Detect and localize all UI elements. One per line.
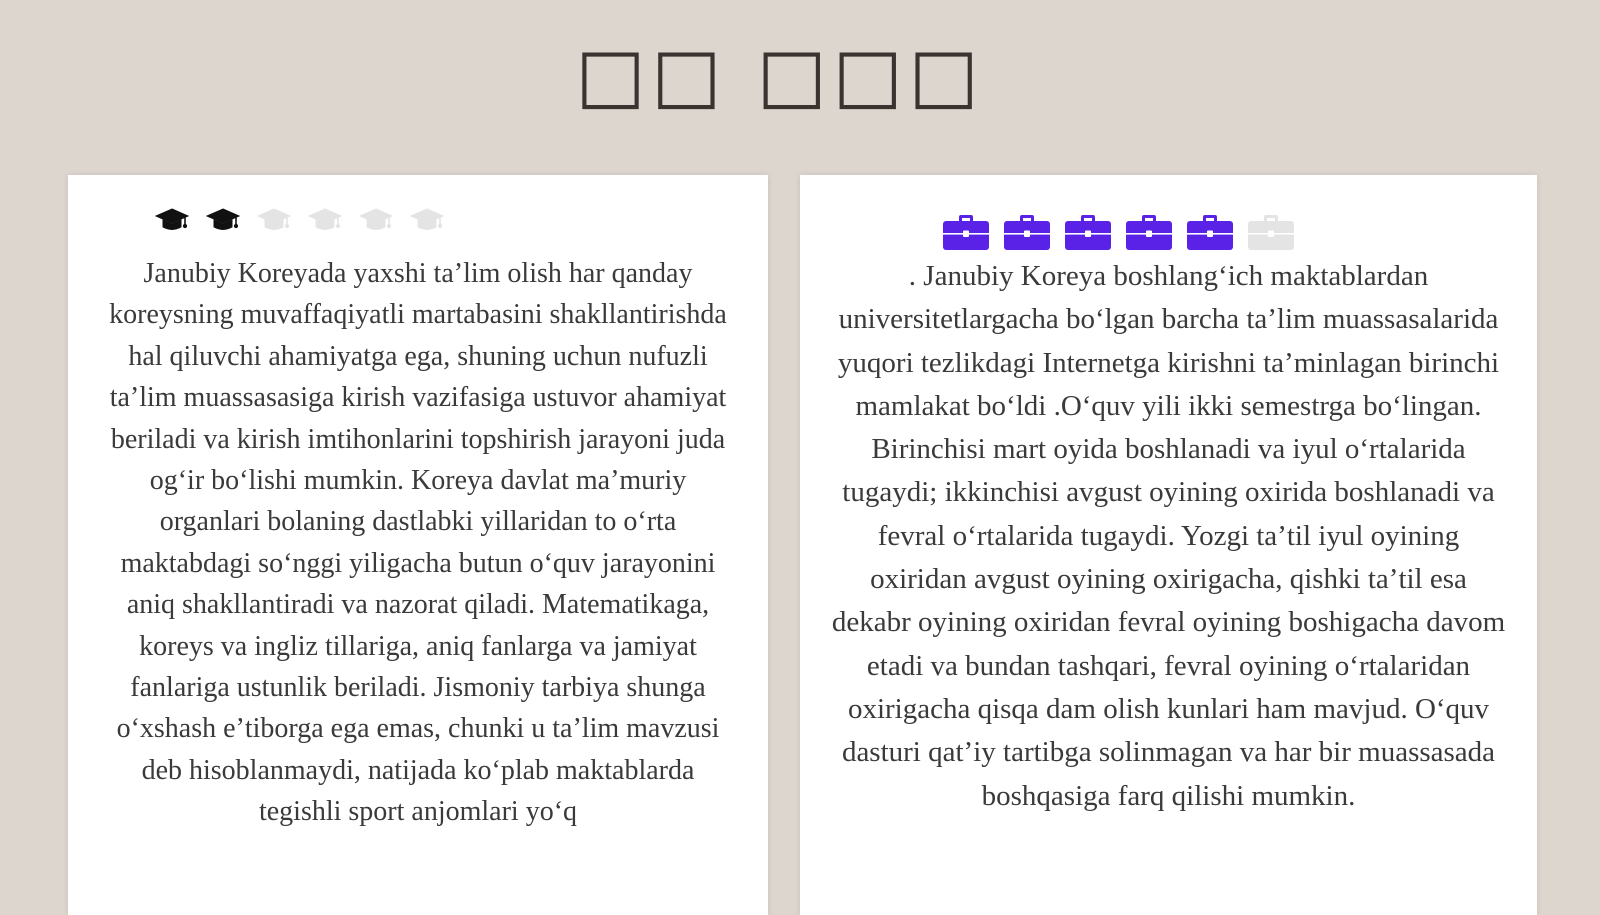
education-rating [154,207,445,238]
graduation-cap-icon [358,207,394,238]
graduation-cap-icon [409,207,445,238]
slide-title: □□ □□□ [575,32,985,118]
briefcase-icon [1247,213,1295,256]
graduation-cap-icon [205,207,241,238]
briefcase-icon [1186,213,1234,256]
briefcase-icon [1003,213,1051,256]
graduation-cap-icon [154,207,190,238]
internet-rating [942,213,1295,256]
internet-text: . Janubiy Koreya boshlangʻich maktablardan universitetlargacha boʻlgan barcha taʼlim muassasalarida yuqori tezlikdagi Internetga kirishni taʼminlagan birinchi mamlakat boʻldi .Oʻquv yili ikki semestrga boʻlingan. Birinchisi mart oyida boshlanadi va iyul oʻrtalarida tugaydi; ikkinchisi avgust oyining oxirida boshlanadi va fevral oʻrtalarida tugaydi. Yozgi taʼtil iyul oyining oxiridan avgust oyining oxirigacha, qishki taʼtil esa dekabr oyining oxiridan fevral oyining boshigacha davom etadi va bundan tashqari, fevral oyining oʻrtalaridan oxirigacha qisqa dam olish kunlari ham mavjud. Oʻquv dasturi qatʼiy tartibga solinmagan va har bir muassasada boshqasiga farq qilishi mumkin. [831,260,1506,812]
briefcase-icon [1064,213,1112,256]
briefcase-icon [1125,213,1173,256]
internet-card [800,175,1537,915]
briefcase-icon [942,213,990,256]
graduation-cap-icon [256,207,292,238]
education-text: Janubiy Koreyada yaxshi ta’lim olish har qanday koreysning muvaffaqiyatli martabasini shakllantirishda hal qiluvchi ahamiyatga ega, shuning uchun nufuzli ta’lim muassasasiga kirish vazifasiga ustuvor ahamiyat beriladi va kirish imtihonlarini topshirish jarayoni juda ogʻir boʻlishi mumkin. Koreya davlat maʼmuriy organlari bolaning dastlabki yillaridan to oʻrta maktabdagi soʻnggi yiligacha butun oʻquv jarayonini aniq shakllantiradi va nazorat qiladi. Matematikaga, koreys va ingliz tillariga, aniq fanlarga va jamiyat fanlariga ustunlik beriladi. Jismoniy tarbiya shunga oʻxshash eʼtiborga ega emas, chunki u taʼlim mavzusi deb hisoblanmaydi, natijada koʻplab maktablarda tegishli sport anjomlari yoʻq [109,258,727,828]
education-card [68,175,768,915]
graduation-cap-icon [307,207,343,238]
